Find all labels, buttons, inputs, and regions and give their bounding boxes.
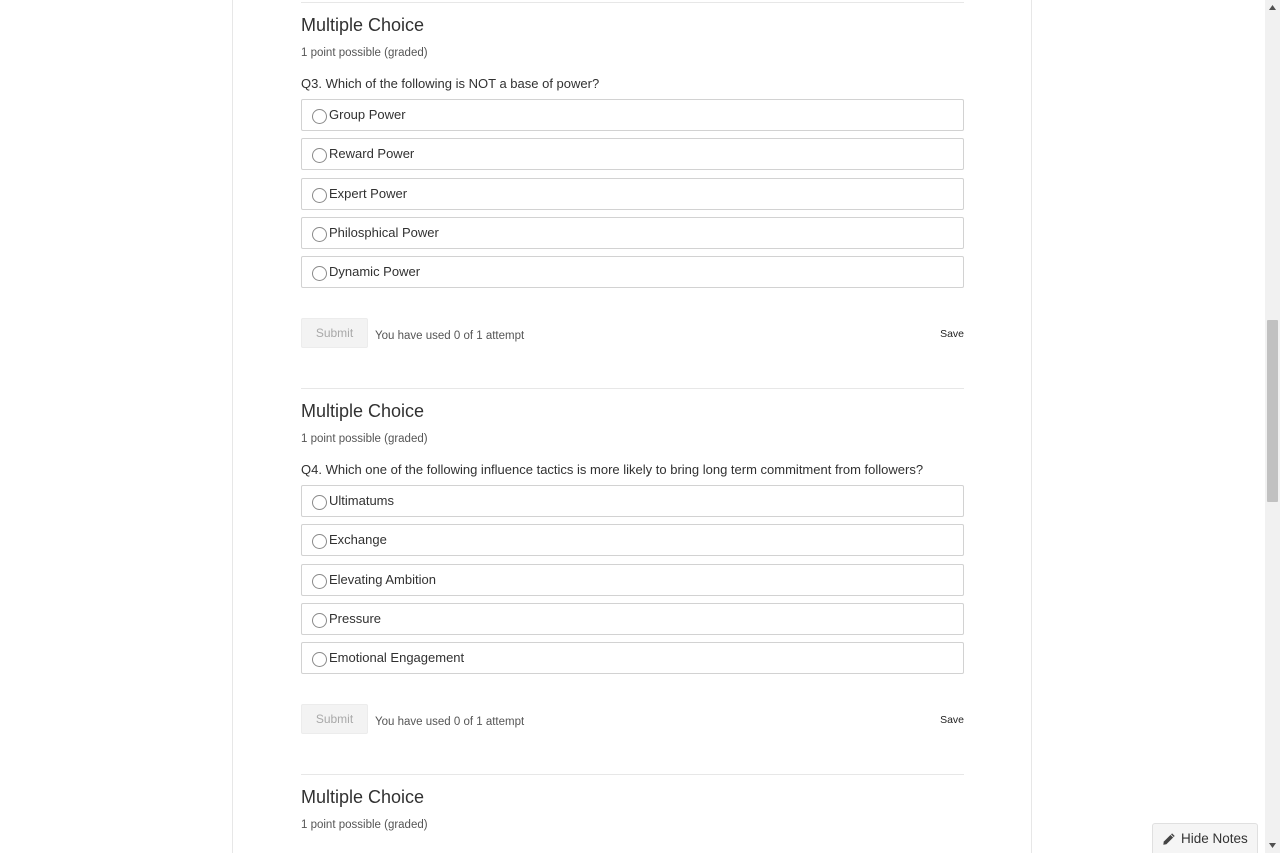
- choice-ultimatums[interactable]: [301, 485, 964, 517]
- choice-label: Group Power: [329, 107, 406, 122]
- scrollbar-thumb[interactable]: [1267, 320, 1278, 502]
- problem-q4: [301, 399, 964, 734]
- pencil-icon: [1162, 832, 1176, 846]
- problem-title: Multiple Choice: [301, 787, 425, 807]
- submit-button[interactable]: Submit: [301, 704, 368, 734]
- problem-divider: [301, 388, 964, 389]
- choice-label: Ultimatums: [329, 493, 395, 508]
- radio-button[interactable]: [312, 652, 327, 667]
- radio-button[interactable]: [312, 266, 327, 281]
- scroll-up-arrow-icon[interactable]: [1265, 0, 1280, 15]
- radio-button[interactable]: [312, 188, 327, 203]
- scroll-down-arrow-icon[interactable]: [1265, 838, 1280, 853]
- choice-philosphical-power[interactable]: [301, 217, 964, 249]
- problem-question: Q4. Which one of the following influence tactics is more likely to bring long term commitment from followers?: [301, 462, 924, 477]
- choice-expert-power[interactable]: [301, 178, 964, 210]
- problem-points: 1 point possible (graded): [301, 47, 428, 59]
- choice-label: Reward Power: [329, 146, 415, 162]
- problem-actions: [301, 318, 964, 348]
- radio-button[interactable]: [312, 574, 327, 589]
- choice-exchange[interactable]: [301, 524, 964, 556]
- choice-label: Exchange: [329, 532, 387, 548]
- radio-button[interactable]: [312, 109, 327, 124]
- problem-q5: [301, 785, 964, 832]
- choice-label: Pressure: [329, 610, 382, 626]
- radio-button[interactable]: [312, 613, 327, 628]
- save-button[interactable]: Save: [940, 328, 964, 340]
- choice-label: Expert Power: [329, 185, 408, 201]
- radio-button[interactable]: [312, 534, 327, 549]
- save-button[interactable]: Save: [940, 714, 964, 726]
- problem-q3: [301, 13, 964, 348]
- hide-notes-label: Hide Notes: [1181, 831, 1248, 846]
- problem-divider: [301, 2, 964, 3]
- problem-title: Multiple Choice: [301, 15, 425, 35]
- problem-divider: [301, 774, 964, 775]
- choice-dynamic-power[interactable]: [301, 256, 964, 288]
- choice-label: Philosphical Power: [329, 224, 439, 240]
- radio-button[interactable]: [312, 495, 327, 510]
- choice-emotional-engagement[interactable]: [301, 642, 964, 674]
- attempts-text: You have used 0 of 1 attempt: [375, 716, 525, 728]
- attempts-text: You have used 0 of 1 attempt: [375, 330, 525, 342]
- choice-label: Elevating Ambition: [329, 571, 436, 587]
- vertical-scrollbar[interactable]: [1265, 0, 1280, 853]
- choice-reward-power[interactable]: [301, 138, 964, 170]
- choice-list: [301, 485, 964, 674]
- problem-points: 1 point possible (graded): [301, 819, 428, 831]
- choice-label: Dynamic Power: [329, 264, 421, 279]
- radio-button[interactable]: [312, 148, 327, 163]
- choice-pressure[interactable]: [301, 603, 964, 635]
- problem-title: Multiple Choice: [301, 401, 425, 421]
- submit-button[interactable]: Submit: [301, 318, 368, 348]
- radio-button[interactable]: [312, 227, 327, 242]
- choice-elevating-ambition[interactable]: [301, 564, 964, 596]
- choice-list: [301, 99, 964, 288]
- problem-actions: [301, 704, 964, 734]
- problem-points: 1 point possible (graded): [301, 433, 428, 445]
- hide-notes-button[interactable]: [1152, 823, 1258, 853]
- course-content-panel: [232, 0, 1032, 853]
- choice-group-power[interactable]: [301, 99, 964, 131]
- problem-question: Q3. Which of the following is NOT a base of power?: [301, 76, 600, 91]
- choice-label: Emotional Engagement: [329, 650, 465, 665]
